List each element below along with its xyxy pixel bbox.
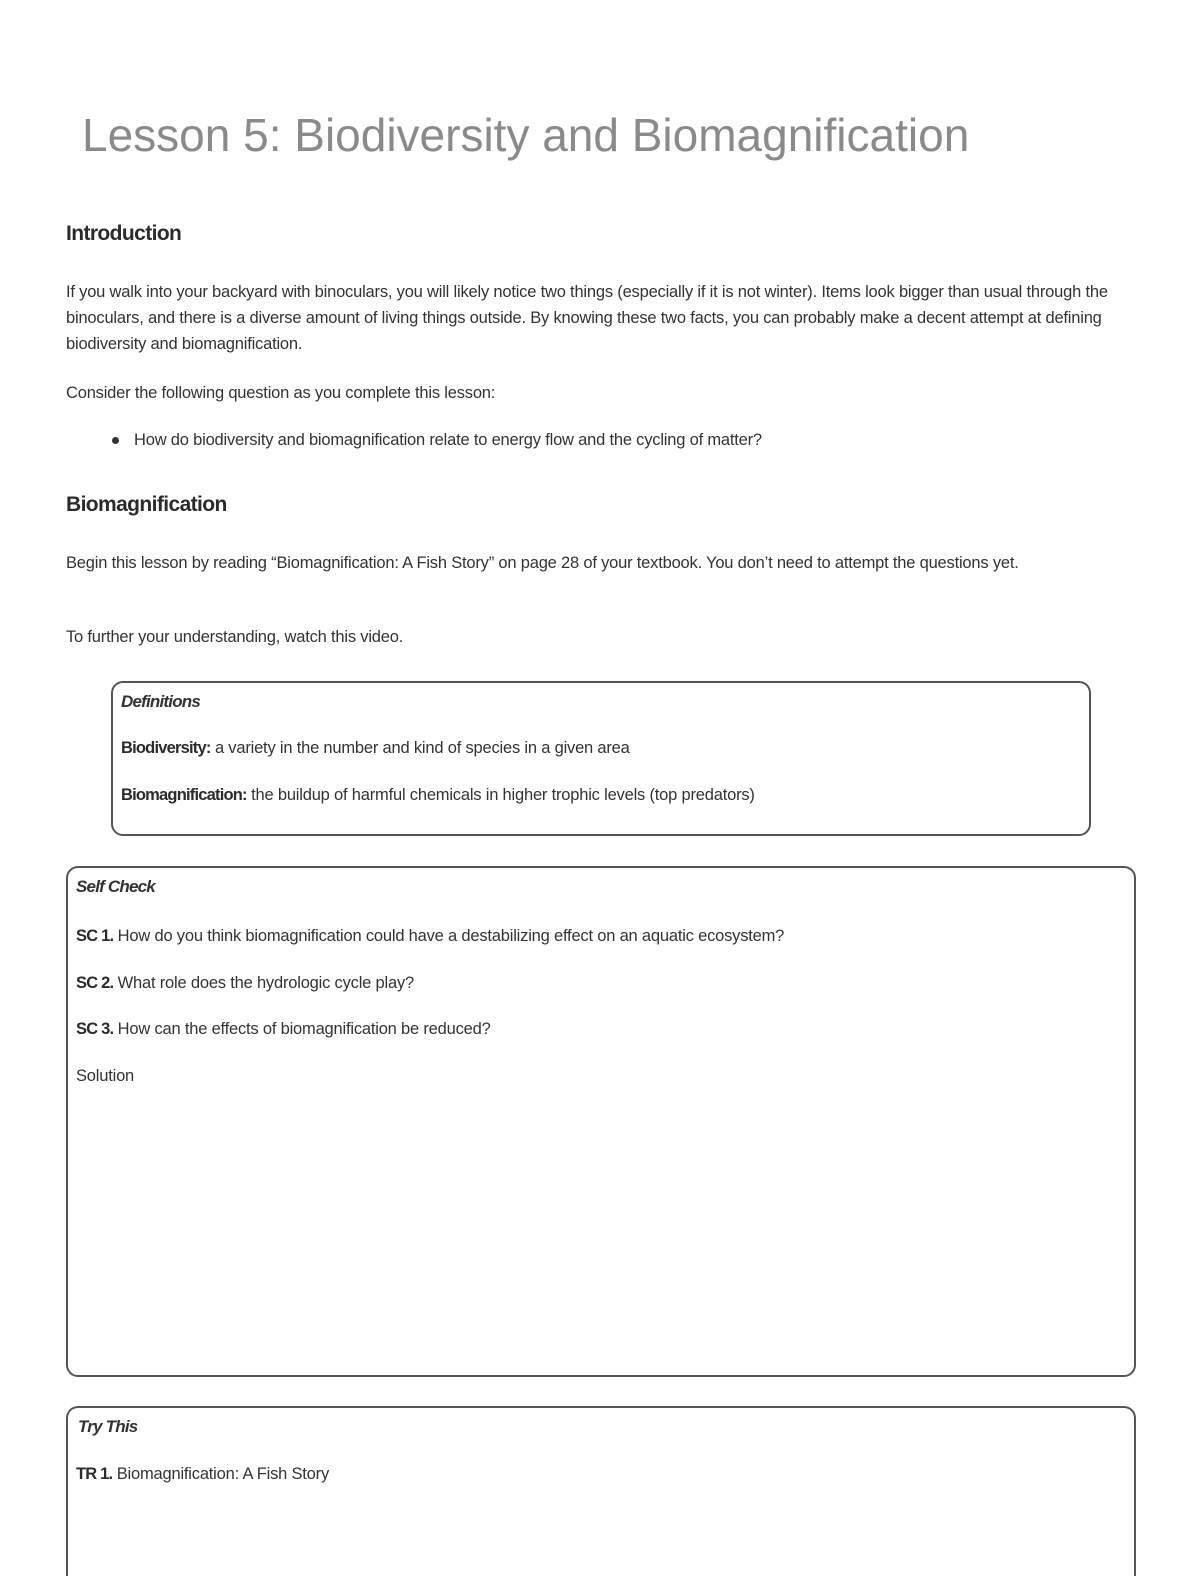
introduction-paragraph: If you walk into your backyard with binoculars, you will likely notice two things (especially if it is not winter). Items look bigger than usual through the binoculars, and there is a diverse amount of living things outside. By knowing these two facts, you can probably make a decent attempt at defining biodiversity and biomagnification. xyxy=(66,283,1108,353)
page-title: Lesson 5: Biodiversity and Biomagnification xyxy=(82,109,970,161)
introduction-heading: Introduction xyxy=(66,222,182,245)
biomagnification-heading: Biomagnification xyxy=(66,493,227,516)
question-label: SC 2. xyxy=(76,974,114,992)
question-label: SC 3. xyxy=(76,1020,114,1038)
definition-text: a variety in the number and kind of species in a given area xyxy=(214,739,630,757)
solution-toggle[interactable]: Solution xyxy=(76,1067,135,1085)
definition-text: the buildup of harmful chemicals in higher trophic levels (top predators) xyxy=(251,786,755,804)
item-label: TR 1. xyxy=(76,1465,113,1483)
definition-term: Biodiversity: xyxy=(121,739,211,757)
question-text: How can the effects of biomagnification be reduced? xyxy=(117,1020,491,1038)
try-this-box xyxy=(66,1406,1136,1576)
definition-term: Biomagnification: xyxy=(121,786,247,804)
question-text: How do you think biomagnification could have a destabilizing effect on an aquatic ecosystem? xyxy=(117,927,785,945)
list-item xyxy=(108,427,762,453)
definitions-box xyxy=(111,681,1091,836)
question-label: SC 1. xyxy=(76,927,114,945)
list-item-text: How do biodiversity and biomagnification relate to energy flow and the cycling of matter? xyxy=(134,431,762,449)
consider-text: Consider the following question as you complete this lesson: xyxy=(66,384,496,402)
self-check-question xyxy=(76,923,784,949)
try-this-item xyxy=(76,1461,329,1487)
question-list xyxy=(108,427,762,453)
definitions-title: Definitions xyxy=(121,692,201,711)
self-check-question xyxy=(76,970,414,996)
self-check-title: Self Check xyxy=(76,877,155,896)
self-check-box xyxy=(66,866,1136,1377)
try-this-title: Try This xyxy=(78,1417,138,1436)
biomagnification-paragraph: Begin this lesson by reading “Biomagnification: A Fish Story” on page 28 of your textbook. You don’t need to attempt the questions yet. xyxy=(66,554,1019,572)
definition-item xyxy=(121,782,755,808)
item-text: Biomagnification: A Fish Story xyxy=(116,1465,330,1483)
self-check-question xyxy=(76,1016,491,1042)
bullet-icon xyxy=(112,437,119,444)
video-instruction: To further your understanding, watch this video. xyxy=(66,628,404,646)
question-text: What role does the hydrologic cycle play? xyxy=(117,974,414,992)
definition-item xyxy=(121,735,630,761)
